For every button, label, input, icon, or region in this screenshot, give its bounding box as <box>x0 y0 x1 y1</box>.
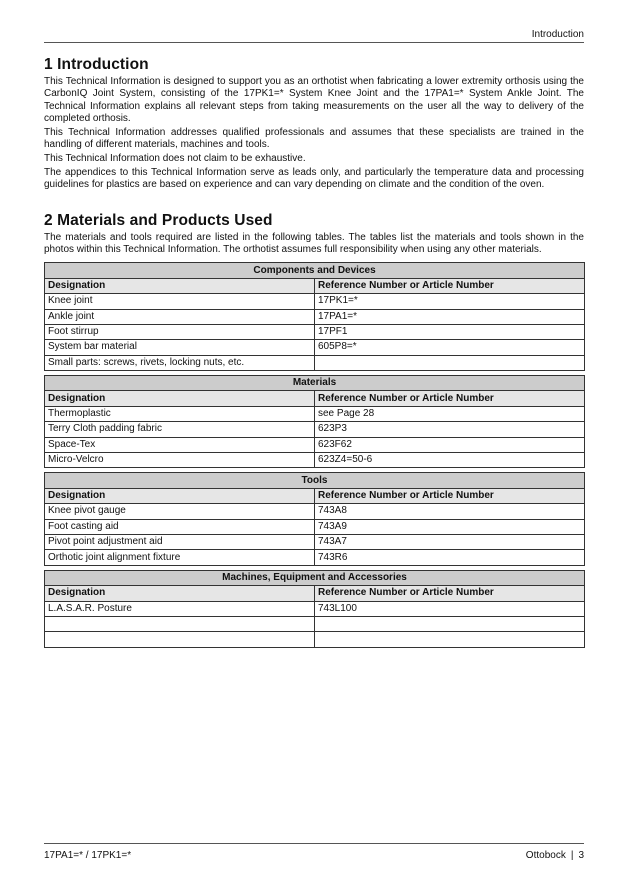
footer-rule <box>44 843 584 844</box>
footer-brand: Ottobock <box>525 850 566 861</box>
intro-paragraph-4: The appendices to this Technical Information serve as leads only, and particularly the temperature data and processing guidelines for plastics are based on experience and can vary depending on climate and the condition of the oven. <box>44 167 584 191</box>
designation-cell: Pivot point adjustment aid <box>45 534 315 549</box>
table-row <box>45 550 585 565</box>
table-row <box>45 519 585 534</box>
reference-cell: 605P8=* <box>315 340 585 355</box>
column-header-reference: Reference Number or Article Number <box>315 586 585 601</box>
reference-cell: 743R6 <box>315 550 585 565</box>
table-caption: Components and Devices <box>45 263 585 278</box>
designation-cell: Foot casting aid <box>45 519 315 534</box>
reference-cell: 17PK1=* <box>315 294 585 309</box>
machines-table <box>44 570 585 648</box>
reference-cell: 623Z4=50-6 <box>315 453 585 468</box>
designation-cell: Ankle joint <box>45 309 315 324</box>
table-row <box>45 437 585 452</box>
designation-cell: Space-Tex <box>45 437 315 452</box>
designation-cell: Micro-Velcro <box>45 453 315 468</box>
column-header-designation: Designation <box>45 488 315 503</box>
reference-cell <box>315 632 585 647</box>
designation-cell <box>45 632 315 647</box>
table-row <box>45 632 585 647</box>
table-row <box>45 309 585 324</box>
reference-cell: 17PA1=* <box>315 309 585 324</box>
designation-cell: L.A.S.A.R. Posture <box>45 601 315 616</box>
column-header-designation: Designation <box>45 586 315 601</box>
reference-cell: 743A8 <box>315 504 585 519</box>
column-header-reference: Reference Number or Article Number <box>315 488 585 503</box>
reference-cell: 743L100 <box>315 601 585 616</box>
section-heading-materials: 2 Materials and Products Used <box>44 211 273 229</box>
reference-cell: 743A7 <box>315 534 585 549</box>
table-row <box>45 534 585 549</box>
table-row <box>45 422 585 437</box>
running-header: Introduction <box>531 29 584 40</box>
column-header-designation: Designation <box>45 391 315 406</box>
table-row <box>45 453 585 468</box>
materials-paragraph-1: The materials and tools required are listed in the following tables. The tables list the materials and tools shown in the photos within this Technical Information. The orthotist assumes full responsibility when using any other materials. <box>44 231 584 256</box>
footer-separator: | <box>570 850 574 861</box>
reference-cell: see Page 28 <box>315 406 585 421</box>
components-table <box>44 262 585 371</box>
column-header-reference: Reference Number or Article Number <box>315 391 585 406</box>
intro-paragraph-2: This Technical Information addresses qualified professionals and assumes that these specialists are trained in the handling of different materials, machines and tools. <box>44 126 584 151</box>
designation-cell: System bar material <box>45 340 315 355</box>
table-row <box>45 340 585 355</box>
reference-cell <box>315 616 585 631</box>
designation-cell: Small parts: screws, rivets, locking nuts, etc. <box>45 355 315 370</box>
reference-cell: 623P3 <box>315 422 585 437</box>
reference-cell <box>315 355 585 370</box>
reference-cell: 743A9 <box>315 519 585 534</box>
table-caption: Machines, Equipment and Accessories <box>45 570 585 585</box>
footer-product-code: 17PA1=* / 17PK1=* <box>44 850 132 861</box>
table-row <box>45 504 585 519</box>
designation-cell: Thermoplastic <box>45 406 315 421</box>
table-row <box>45 294 585 309</box>
designation-cell: Orthotic joint alignment fixture <box>45 550 315 565</box>
reference-cell: 17PF1 <box>315 324 585 339</box>
page-content <box>44 56 584 652</box>
table-caption: Materials <box>45 376 585 391</box>
tools-table <box>44 472 585 565</box>
designation-cell <box>45 616 315 631</box>
table-row <box>45 355 585 370</box>
column-header-designation: Designation <box>45 278 315 293</box>
table-row <box>45 601 585 616</box>
table-caption: Tools <box>45 473 585 488</box>
materials-table <box>44 375 585 468</box>
designation-cell: Terry Cloth padding fabric <box>45 422 315 437</box>
intro-paragraph-3: This Technical Information does not claim to be exhaustive. <box>44 153 306 165</box>
table-row <box>45 324 585 339</box>
tables-container <box>44 262 584 647</box>
column-header-reference: Reference Number or Article Number <box>315 278 585 293</box>
page-number: 3 <box>578 850 584 861</box>
section-heading-introduction: 1 Introduction <box>44 56 149 73</box>
table-row <box>45 616 585 631</box>
footer-brand-page <box>526 850 584 861</box>
reference-cell: 623F62 <box>315 437 585 452</box>
header-rule <box>44 42 584 43</box>
designation-cell: Foot stirrup <box>45 324 315 339</box>
designation-cell: Knee joint <box>45 294 315 309</box>
intro-paragraph-1: This Technical Information is designed to support you as an orthotist when fabricating a lower extremity orthosis using the CarbonIQ Joint System, consisting of the 17PK1=* System Knee Joint and the 17PA1=* System Ankle Joint. The Technical Information explains all relevant steps from taking measurements on the user all the way to delivery of the completed orthosis. <box>44 76 584 124</box>
designation-cell: Knee pivot gauge <box>45 504 315 519</box>
table-row <box>45 406 585 421</box>
